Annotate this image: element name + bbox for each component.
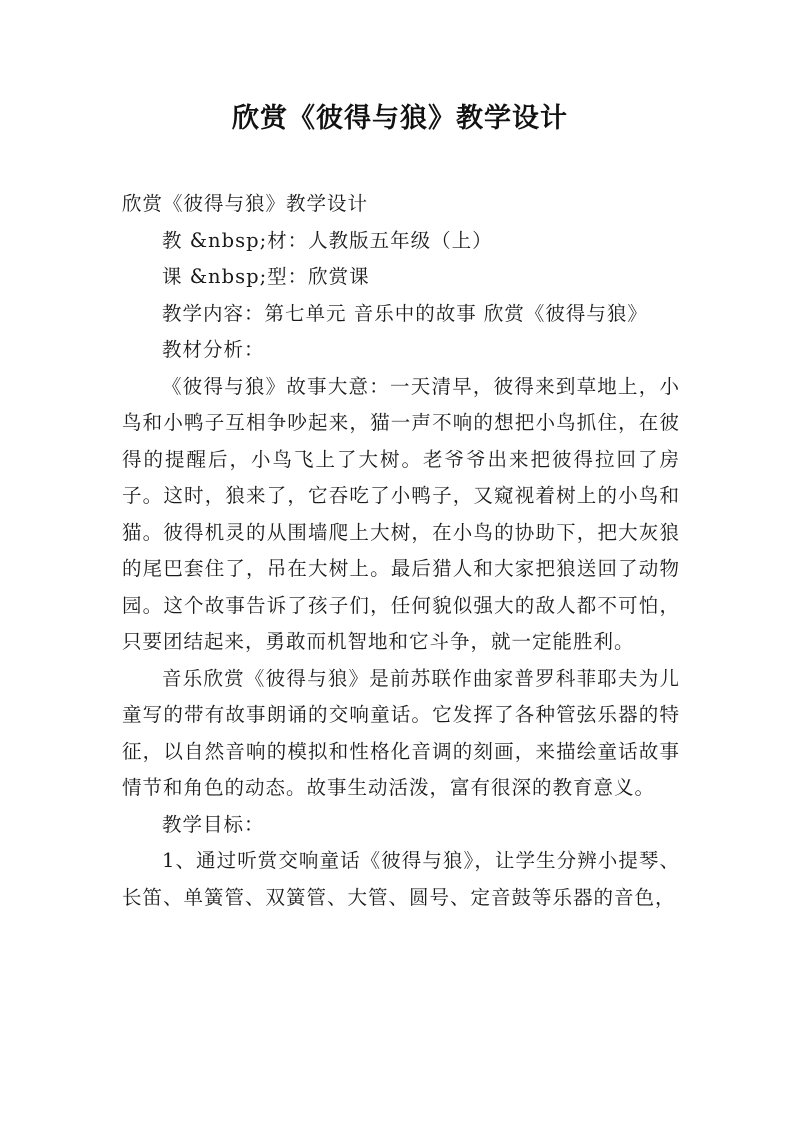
document-title: 欣赏《彼得与狼》教学设计 xyxy=(232,103,568,134)
teaching-content-line: 教学内容：第七单元 音乐中的故事 欣赏《彼得与狼》 xyxy=(162,301,648,325)
story-summary-paragraph: 《彼得与狼》故事大意：一天清早，彼得来到草地上，小鸟和小鸭子互相争吵起来，猫一声不响的想把小鸟抓住，在彼得的提醒后，小鸟飞上了大树。老爷爷出来把彼得拉回了房子。这时，狼来了，它吞吃了小鸭子，又窥视着树上的小鸟和猫。彼得机灵的从围墙爬上大树，在小鸟的协助下，把大灰狼的尾巴套住了，吊在大树上。最后猎人和大家把狼送回了动物园。这个故事告诉了孩子们，任何貌似强大的敌人都不可怕，只要团结起来，勇敢而机智地和它斗争，就一定能胜利。 xyxy=(122,374,680,653)
heading-repeat-line: 欣赏《彼得与狼》教学设计 xyxy=(122,192,369,215)
document-body xyxy=(122,186,680,916)
music-intro-paragraph: 音乐欣赏《彼得与狼》是前苏联作曲家普罗科菲耶夫为儿童写的带有故事朗诵的交响童话。它发挥了各种管弦乐器的特征，以自然音响的模拟和性格化音调的刻画，来描绘童话故事情节和角色的动态。故事生动活泼，富有很深的教育意义。 xyxy=(122,666,680,799)
lesson-type-line: 课 &nbsp;型：欣赏课 xyxy=(162,265,370,288)
teaching-goals-label: 教学目标： xyxy=(162,812,265,836)
material-analysis-label: 教材分析： xyxy=(162,338,265,361)
textbook-line: 教 &nbsp;材：人教版五年级（上） xyxy=(162,228,493,252)
goal-item-1: 1、通过听赏交响童话《彼得与狼》，让学生分辨小提琴、长笛、单簧管、双簧管、大管、圆号、定音鼓等乐器的音色， xyxy=(122,849,680,909)
